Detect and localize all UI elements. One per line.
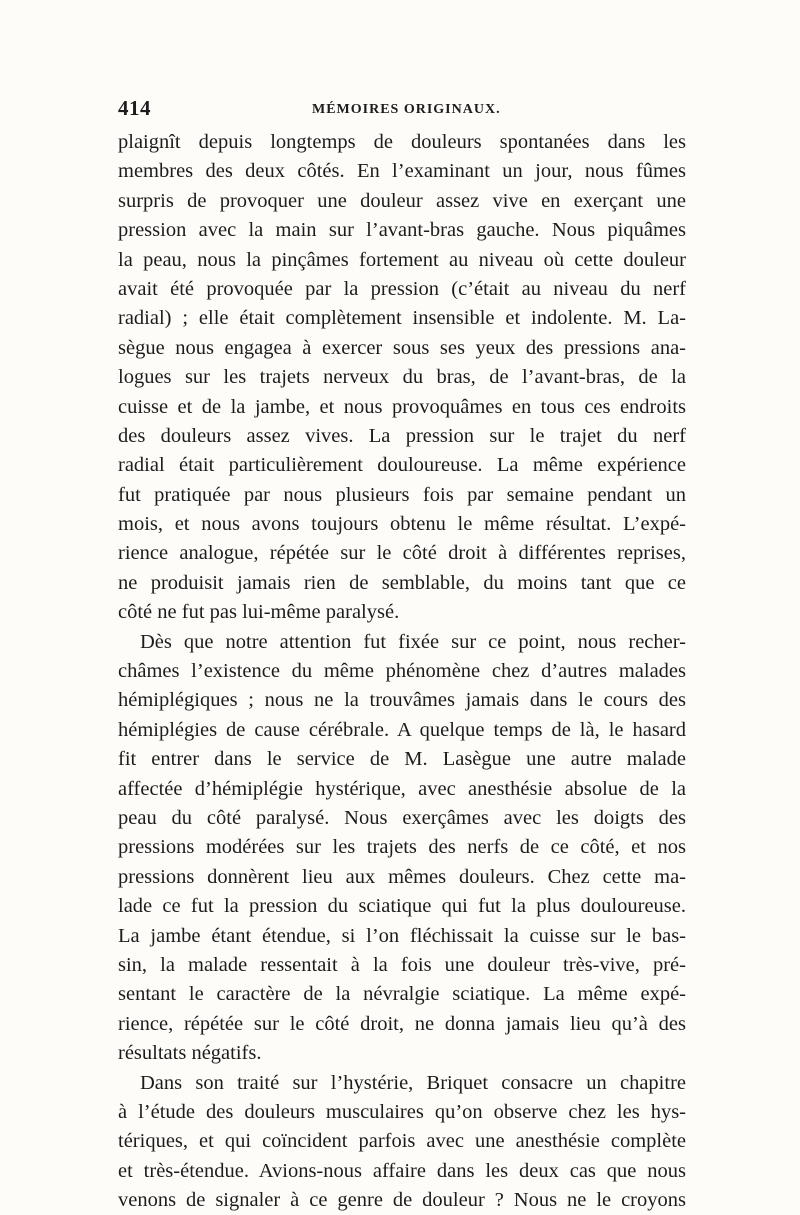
text-line: des douleurs assez vives. La pression sur le trajet du nerf — [118, 424, 686, 447]
text-line: pression avec la main sur l’avant-bras gauche. Nous piquâmes — [118, 219, 686, 242]
text-line: ne produisit jamais rien de semblable, du moins tant que ce — [118, 571, 686, 594]
text-line: plaignît depuis longtemps de douleurs spontanées dans les — [118, 131, 686, 153]
text-line: pressions donnèrent lieu aux mêmes douleurs. Chez cette ma- — [118, 865, 686, 888]
text-line: cuisse et de la jambe, et nous provoquâmes en tous ces endroits — [118, 395, 686, 418]
body-text — [118, 128, 686, 1215]
text-line: rience analogue, répétée sur le côté droit à différentes reprises, — [118, 542, 686, 565]
text-line: peau du côté paralysé. Nous exerçâmes avec les doigts des — [118, 806, 686, 829]
text-line: affectée d’hémiplégie hystérique, avec anesthésie absolue de la — [118, 777, 686, 800]
text-line: pressions modérées sur les trajets des nerfs de ce côté, et nos — [118, 836, 686, 859]
text-line: sin, la malade ressentait à la fois une douleur très-vive, pré- — [118, 953, 686, 976]
running-head — [118, 96, 680, 126]
text-line: radial était particulièrement douloureuse. La même expérience — [118, 454, 686, 477]
page-number: 414 — [118, 96, 151, 120]
text-line: membres des deux côtés. En l’examinant un jour, nous fûmes — [118, 160, 686, 183]
text-line: lade ce fut la pression du sciatique qui fut la plus douloureuse. — [118, 895, 686, 918]
text-line: La jambe étant étendue, si l’on fléchissait la cuisse sur le bas- — [118, 924, 686, 947]
text-line: mois, et nous avons toujours obtenu le même résultat. L’expé- — [118, 513, 686, 536]
text-line: la peau, nous la pinçâmes fortement au niveau où cette douleur — [118, 248, 686, 271]
paragraph-start-line: Dès que notre attention fut fixée sur ce point, nous recher- — [140, 630, 686, 653]
text-line: châmes l’existence du même phénomène chez d’autres malades — [118, 660, 686, 683]
paragraph-start-line: Dans son traité sur l’hystérie, Briquet consacre un chapitre — [140, 1071, 686, 1094]
text-line: tériques, et qui coïncident parfois avec une anesthésie complète — [118, 1130, 686, 1153]
text-line: sentant le caractère de la névralgie sciatique. La même expé- — [118, 983, 686, 1006]
text-line: et très-étendue. Avions-nous affaire dans les deux cas que nous — [118, 1159, 686, 1182]
text-line: hémiplégiques ; nous ne la trouvâmes jamais dans le cours des — [118, 689, 686, 712]
paragraph-end-line: résultats négatifs. — [118, 1042, 262, 1065]
paragraph-end-line: côté ne fut pas lui-même paralysé. — [118, 601, 400, 624]
text-line: à l’étude des douleurs musculaires qu’on observe chez les hys- — [118, 1100, 686, 1123]
text-line: fit entrer dans le service de M. Lasègue une autre malade — [118, 748, 686, 771]
text-line: sègue nous engagea à exercer sous ses yeux des pressions ana- — [118, 336, 686, 359]
text-line: surpris de provoquer une douleur assez vive en exerçant une — [118, 189, 686, 212]
text-line: hémiplégies de cause cérébrale. A quelque temps de là, le hasard — [118, 718, 686, 741]
text-line: radial) ; elle était complètement insensible et indolente. M. La- — [118, 307, 686, 330]
text-line: rience, répétée sur le côté droit, ne donna jamais lieu qu’à des — [118, 1012, 686, 1035]
text-line: venons de signaler à ce genre de douleur ? Nous ne le croyons — [118, 1189, 686, 1212]
text-line: logues sur les trajets nerveux du bras, de l’avant-bras, de la — [118, 366, 686, 389]
text-line: fut pratiquée par nous plusieurs fois par semaine pendant un — [118, 483, 686, 506]
section-title: MÉMOIRES ORIGINAUX. — [312, 102, 501, 117]
text-line: avait été provoquée par la pression (c’était au niveau du nerf — [118, 277, 686, 300]
